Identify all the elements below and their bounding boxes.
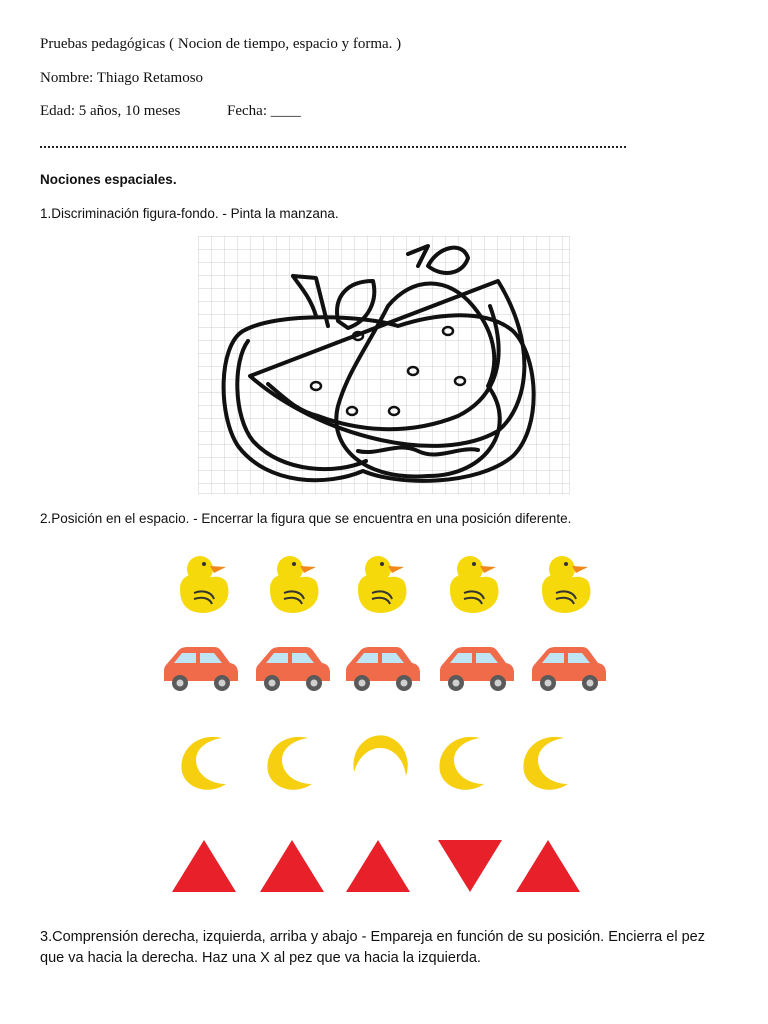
car-icon[interactable] [344, 643, 422, 693]
triangle-row [160, 838, 600, 896]
section-heading: Nociones espaciales. [40, 172, 177, 187]
triangle-icon[interactable] [344, 838, 412, 894]
apple-watermelon-figure [198, 236, 570, 494]
date-field: Fecha: ____ [227, 103, 301, 119]
car-icon[interactable] [254, 643, 332, 693]
car-icon[interactable] [530, 643, 608, 693]
car-icon[interactable] [438, 643, 516, 693]
duck-row [160, 551, 600, 631]
student-name: Nombre: Thiago Retamoso [40, 70, 204, 86]
document-title: Pruebas pedagógicas ( Nocion de tiempo, espacio y forma. ) [40, 36, 402, 52]
crescent-moon-icon[interactable] [174, 730, 238, 794]
crescent-moon-icon[interactable] [516, 730, 580, 794]
student-age: Edad: 5 años, 10 meses [40, 103, 181, 119]
dotted-divider [40, 138, 626, 148]
triangle-icon[interactable] [170, 838, 238, 894]
car-icon[interactable] [162, 643, 240, 693]
rubber-duck-icon[interactable] [264, 551, 326, 617]
rubber-duck-icon[interactable] [352, 551, 414, 617]
triangle-icon[interactable] [514, 838, 582, 894]
inverted-triangle-icon[interactable] [436, 838, 504, 894]
car-row [160, 643, 600, 723]
rubber-duck-icon[interactable] [174, 551, 236, 617]
rubber-duck-icon[interactable] [444, 551, 506, 617]
item-2-instruction: 2.Posición en el espacio. - Encerrar la figura que se encuentra en una posición diferente. [40, 511, 572, 526]
item-3-instruction: 3.Comprensión derecha, izquierda, arriba y abajo - Empareja en función de su posición. Encierra el pez que va hacia la derecha. Haz una X al pez que va hacia la izquierda. [40, 929, 705, 966]
crescent-moon-icon[interactable] [260, 730, 324, 794]
crescent-moon-icon[interactable] [432, 730, 496, 794]
item-1-instruction: 1.Discriminación figura-fondo. - Pinta la manzana. [40, 206, 339, 221]
crescent-moon-icon-rotated[interactable] [348, 730, 412, 794]
rubber-duck-icon[interactable] [536, 551, 598, 617]
moon-row [160, 730, 600, 800]
apple-watermelon-icon [198, 236, 570, 494]
triangle-icon[interactable] [258, 838, 326, 894]
